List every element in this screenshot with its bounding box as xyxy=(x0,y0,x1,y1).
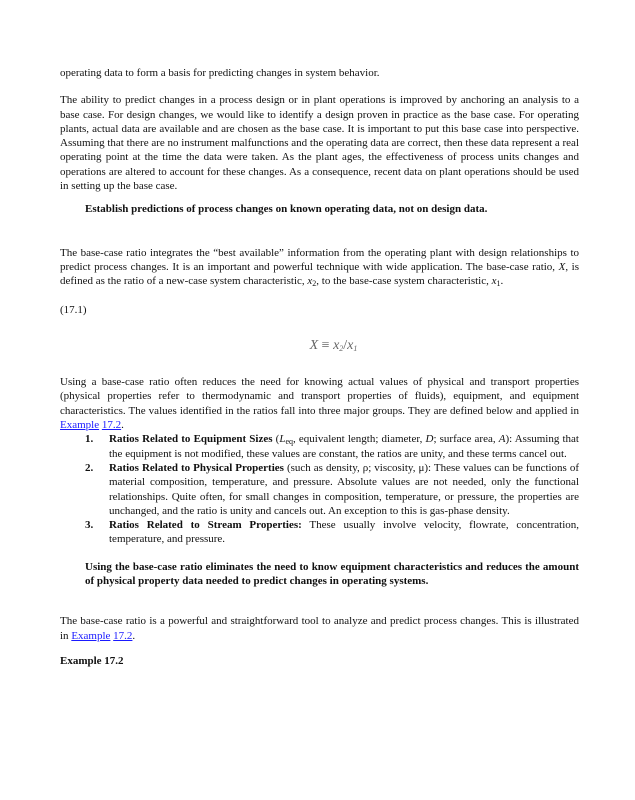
ratio-text-a: The base-case ratio integrates the “best available” information from the operating plant with design relationships to predict process changes. It is an important and powerful technique with wide application. The base-case ratio, xyxy=(60,246,579,273)
var-x1: x xyxy=(491,275,497,288)
list-text: , equivalent length; diameter, xyxy=(293,433,426,446)
equation-number: (17.1) xyxy=(60,303,87,316)
using-ratio-paragraph xyxy=(60,375,579,432)
var-A: A xyxy=(498,433,506,446)
list-item-title: Ratios Related to Equipment Sizes xyxy=(109,433,273,446)
example-link-word[interactable]: Example xyxy=(60,419,100,432)
list-item xyxy=(60,518,579,547)
ratio-groups-list xyxy=(60,432,579,546)
base-case-anchor-paragraph: The ability to predict changes in a process design or in plant operations is improved by anchoring an analysis to a base case. For design changes, we would like to identify a design proven in practice as the base case. For operating plants, actual data are available and are chosen as the base case. It is important to put this base case into perspective. Assuming that there are no instrument malfunctions and the operating data are correct, then these data represent a real operating point at the time the data were taken. As the plant ages, the effectiveness of process units changes and operations are altered to account for these changes. As a consequence, recent data on plant operations should be used in setting up the base case. xyxy=(60,94,579,193)
tool-text: The base-case ratio is a powerful and straightforward tool to analyze and predict process changes. This is illustrated in xyxy=(60,615,579,642)
eq-denominator-sub: 1 xyxy=(353,343,358,353)
base-case-ratio-paragraph xyxy=(60,246,579,289)
eq-lhs: X xyxy=(309,337,319,353)
equation-base-case-ratio xyxy=(60,339,579,353)
list-text: ( xyxy=(272,433,280,446)
list-text: These usually involve velocity, flowrate, concentration, temperature, and pressure. xyxy=(109,519,580,546)
eq-numerator: x xyxy=(333,337,340,353)
var-L: L xyxy=(279,433,286,446)
var-D: D xyxy=(425,433,434,446)
sub-eq: eq xyxy=(285,437,294,447)
using-end: . xyxy=(121,419,124,432)
sub-1: 1 xyxy=(496,279,501,289)
list-number: 1. xyxy=(85,433,94,446)
tool-end: . xyxy=(132,629,136,642)
example-link-word[interactable]: Example xyxy=(71,629,111,642)
list-number: 3. xyxy=(85,519,94,532)
list-text: (such as density, ρ; viscosity, μ): These values can be functions of material composition, temperature, and pressure. Absolute values are not needed, only the functional relationships. Quite often, for small changes in composition, temperature, or pressure, the properties are unchanged, and the ratio is unity and cancels out. An exception to this is gas-phase density. xyxy=(109,461,580,517)
list-number: 2. xyxy=(85,461,94,474)
base-case-tool-paragraph xyxy=(60,614,579,643)
example-link-number[interactable]: 17.2 xyxy=(113,629,133,642)
eq-numerator-sub: 2 xyxy=(339,343,344,353)
ratio-text-d: . xyxy=(500,275,504,288)
callout-establish-predictions: Establish predictions of process changes on known operating data, not on design data. xyxy=(85,203,488,216)
list-item xyxy=(60,432,579,461)
list-item-title: Ratios Related to Physical Properties xyxy=(109,461,284,474)
using-text: Using a base-case ratio often reduces the need for knowing actual values of physical and transport properties (physical properties refer to thermodynamic and transport properties of fluids), equipment, and equipment characteristics. The values identified in the ratios fall into three major groups. They are defined below and applied in xyxy=(60,376,579,417)
list-item-title: Ratios Related to Stream Properties: xyxy=(109,519,302,532)
list-text: ; surface area, xyxy=(433,433,499,446)
eq-denominator: x xyxy=(347,337,354,353)
callout-using-base-case-ratio: Using the base-case ratio eliminates the need to know equipment characteristics and reduces the amount of physical property data needed to predict changes in operating systems. xyxy=(85,560,579,588)
intro-paragraph: operating data to form a basis for predicting changes in system behavior. xyxy=(60,67,380,79)
ratio-text-b: , is defined as the ratio of a new-case system characteristic, xyxy=(60,260,579,288)
eq-operator: ≡ xyxy=(318,337,334,353)
example-heading: Example 17.2 xyxy=(60,654,124,667)
document-page xyxy=(60,66,579,668)
sub-2: 2 xyxy=(312,279,317,289)
var-x2: x xyxy=(307,275,313,288)
var-X: X xyxy=(558,260,566,273)
list-text: ): Assuming that the equipment is not modified, these values are constant, the ratios are unity, and these terms cancel out. xyxy=(109,433,579,460)
eq-slash: / xyxy=(343,337,348,353)
ratio-text-c: , to the base-case system characteristic, xyxy=(316,275,492,288)
list-item xyxy=(60,461,579,518)
example-link-number[interactable]: 17.2 xyxy=(101,419,122,432)
